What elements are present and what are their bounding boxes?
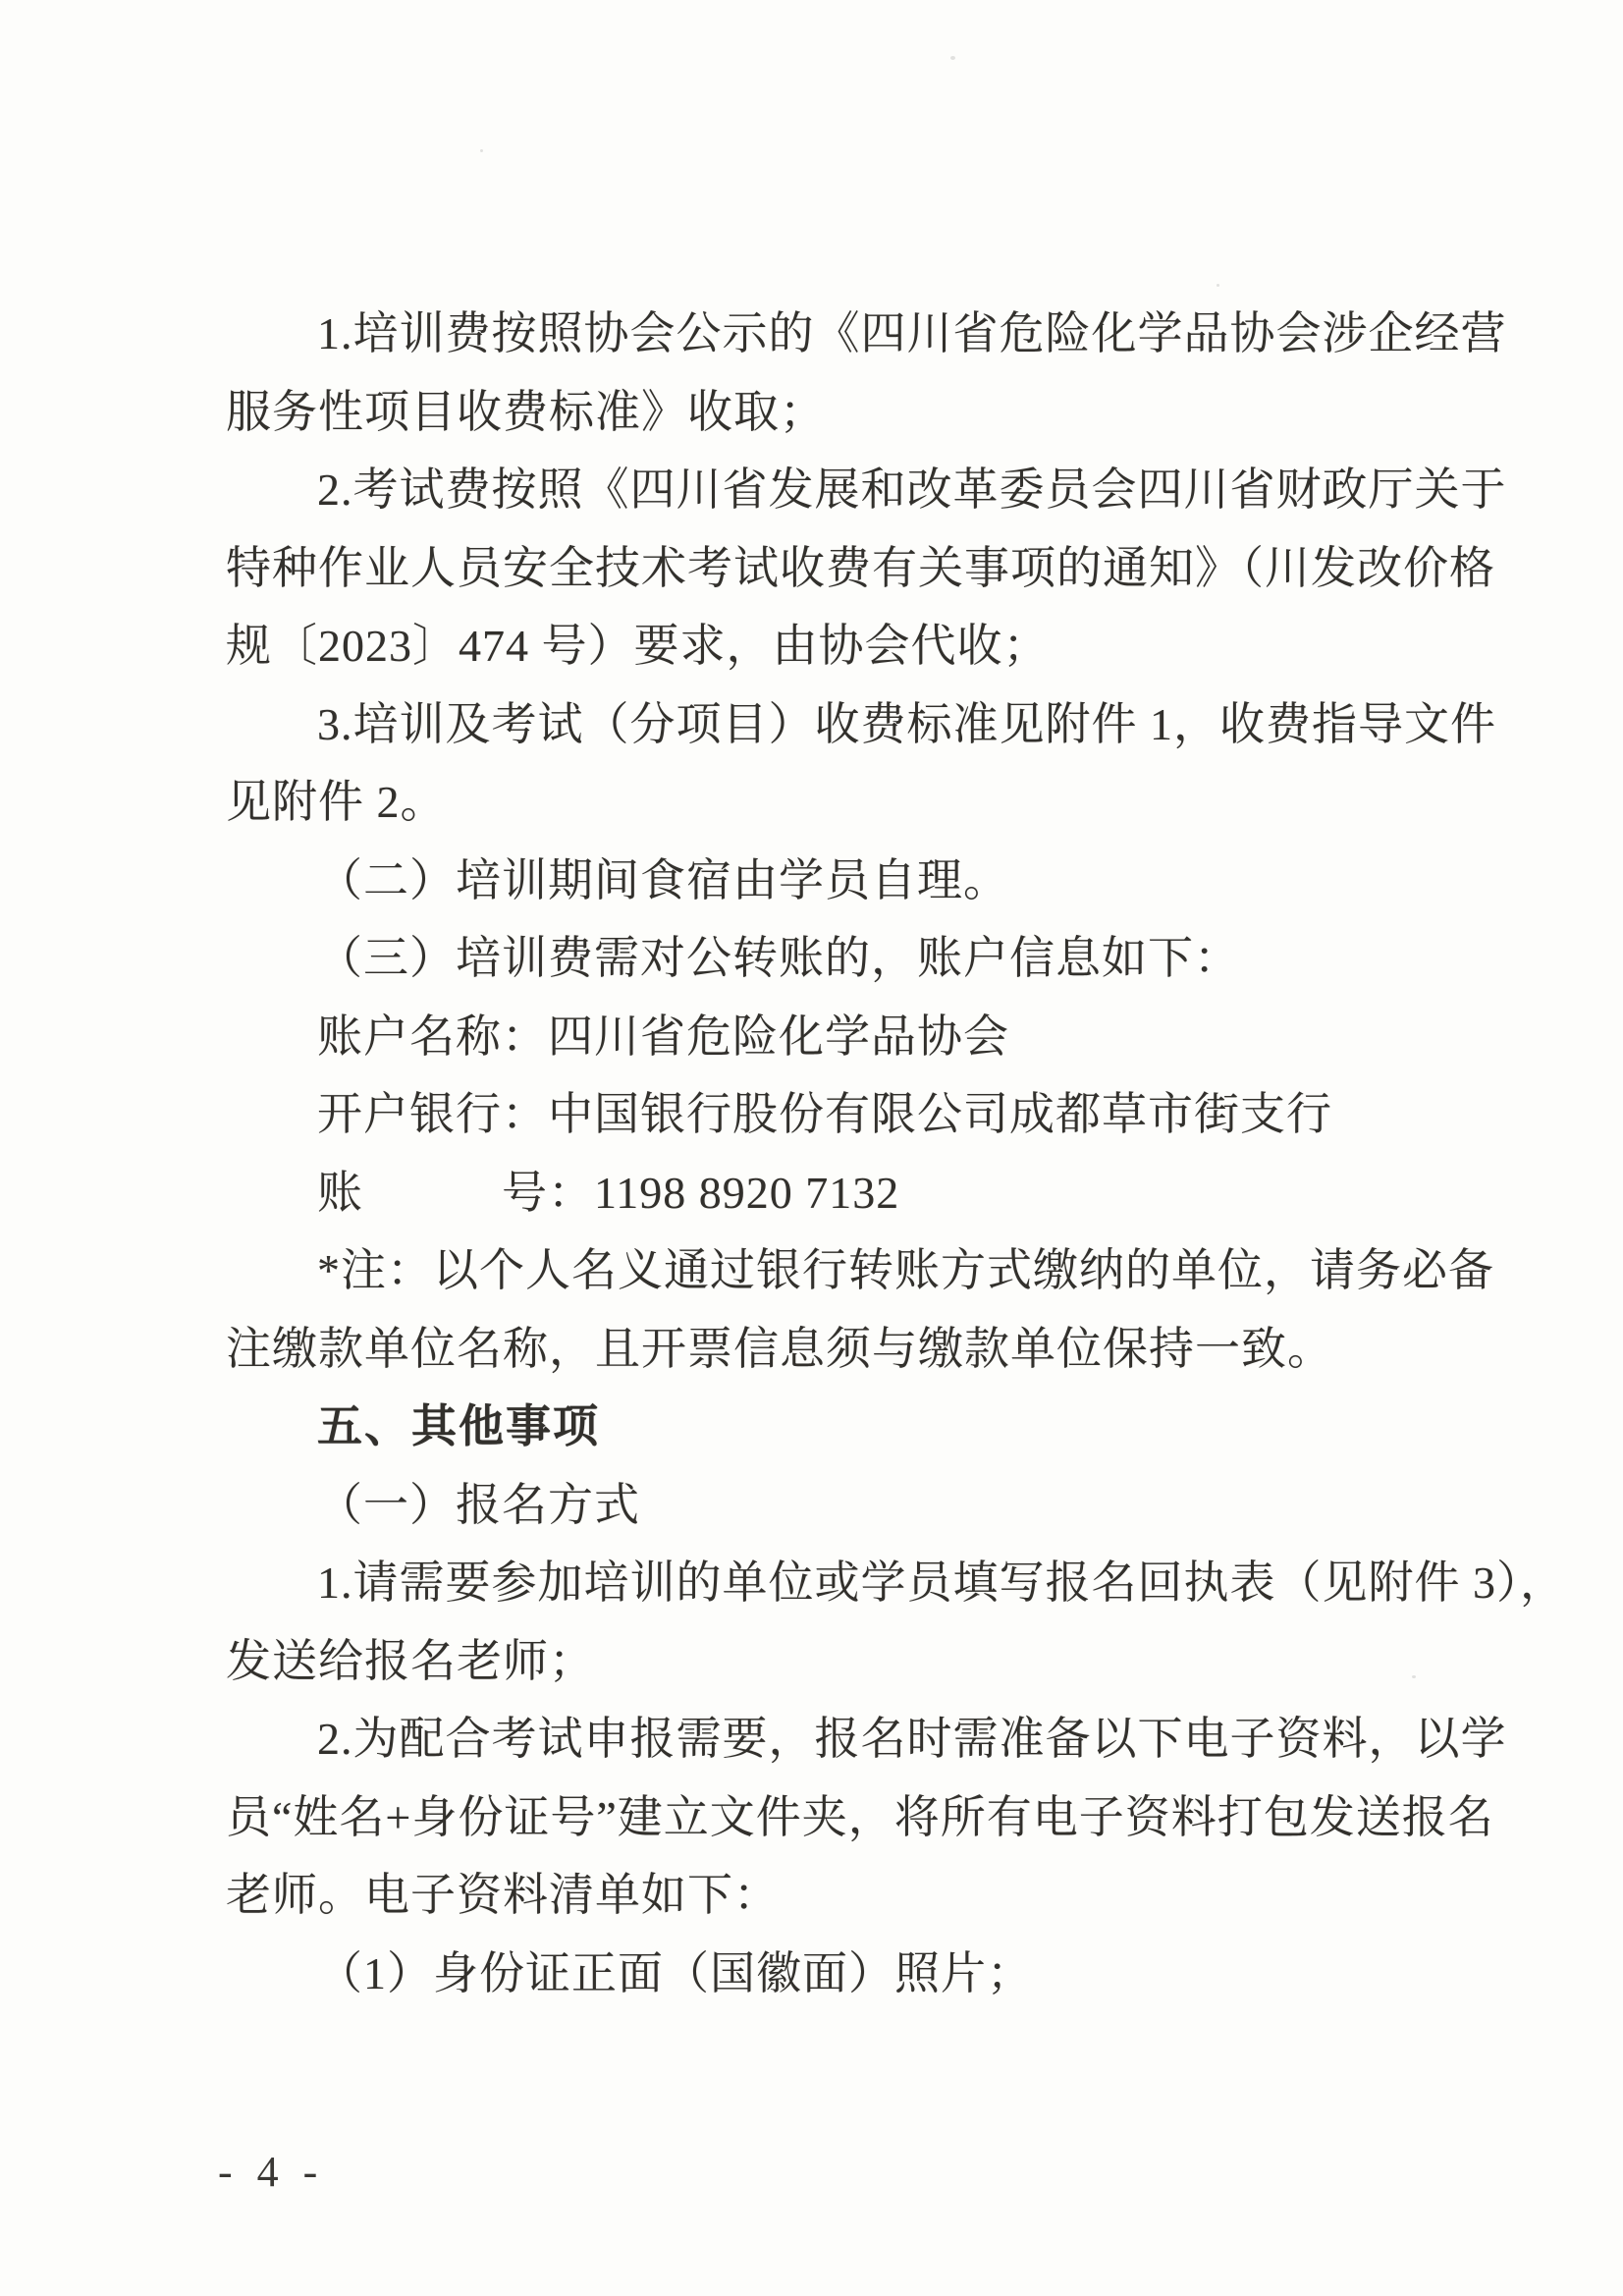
doc-line-transfer-info: （三）培训费需对公转账的，账户信息如下： [317,933,1240,983]
doc-line-id-photo: （1）身份证正面（国徽面）照片； [317,1947,1033,1998]
doc-line-signup-1: 1.请需要参加培训的单位或学员填写报名回执表（见附件 3）， [317,1558,1566,1608]
doc-line: 发送给报名老师； [226,1635,595,1686]
doc-line-account-name: 账户名称：四川省危险化学品协会 [317,1011,1009,1062]
scan-speck [950,56,955,60]
doc-line: 服务性项目收费标准》收取； [226,386,826,437]
doc-line-fee-standard: 3.培训及考试（分项目）收费标准见附件 1，收费指导文件 [317,698,1496,749]
doc-line-account-number: 账 号：1198 8920 7132 [317,1167,900,1218]
doc-line: 见附件 2。 [226,777,447,827]
doc-line: 老师。电子资料清单如下： [226,1870,780,1920]
doc-line: 特种作业人员安全技术考试收费有关事项的通知》（川发改价格 [226,542,1495,593]
section-5-heading: 五、其他事项 [317,1400,600,1451]
scan-speck [1217,284,1219,287]
document-body [226,295,1566,2012]
doc-line: 注缴款单位名称，且开票信息须与缴款单位保持一致。 [226,1323,1333,1374]
scan-speck [480,149,483,152]
subsection-1-heading: （一）报名方式 [317,1479,640,1530]
doc-line-exam-fee: 2.考试费按照《四川省发展和改革委员会四川省财政厅关于 [317,465,1507,515]
doc-line: 员“姓名+身份证号”建立文件夹，将所有电子资料打包发送报名 [226,1791,1494,1842]
doc-line-training-fee: 1.培训费按照协会公示的《四川省危险化学品协会涉企经营 [317,308,1507,358]
doc-line-bank-name: 开户银行：中国银行股份有限公司成都草市街支行 [317,1089,1332,1139]
doc-line-board-lodging: （二）培训期间食宿由学员自理。 [317,854,1009,905]
doc-line: 规〔2023〕474 号）要求，由协会代收； [226,621,1050,671]
page-number: - 4 - [218,2148,325,2196]
doc-line-note: *注：以个人名义通过银行转账方式缴纳的单位，请务必备 [317,1245,1494,1295]
doc-line-signup-2: 2.为配合考试申报需要，报名时需准备以下电子资料，以学 [317,1714,1507,1764]
